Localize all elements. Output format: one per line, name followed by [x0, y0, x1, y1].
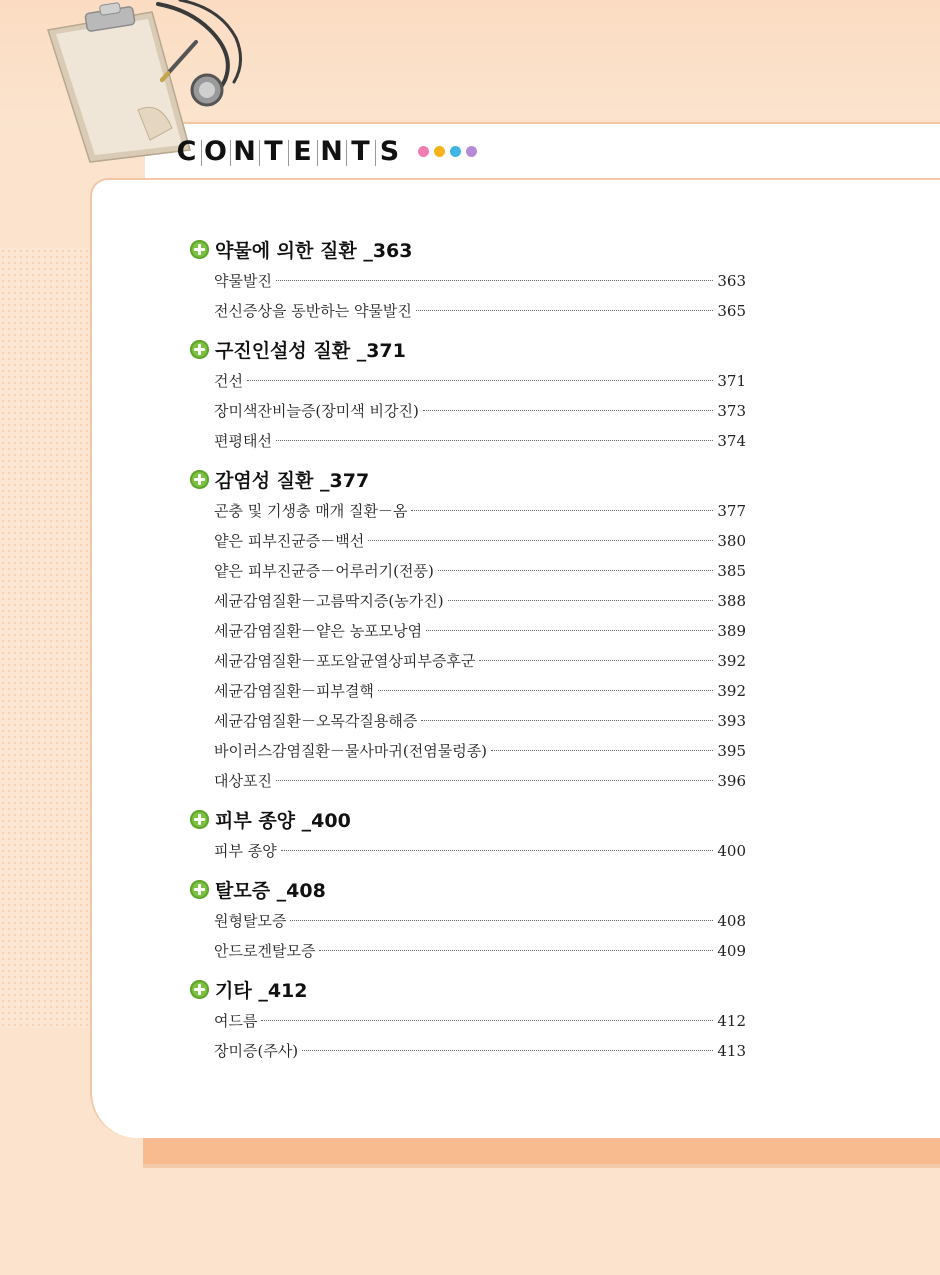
toc-entry[interactable]: [190, 296, 746, 326]
toc-entry[interactable]: [190, 396, 746, 426]
dot-icon: [418, 146, 429, 157]
section-heading-text: 구진인설성 질환 _371: [215, 339, 406, 362]
dot-icon: [450, 146, 461, 157]
entry-title: 건선: [214, 372, 243, 390]
entry-title: 편평태선: [214, 432, 272, 450]
entry-title: 얕은 피부진균증－백선: [214, 532, 365, 550]
entry-title: 대상포진: [214, 772, 272, 790]
title-letter: C: [172, 136, 201, 167]
section-heading-text: 감염성 질환 _377: [215, 469, 370, 492]
title-letter: T: [346, 136, 375, 167]
entry-title: 바이러스감염질환－물사마귀(전염물렁종): [214, 742, 488, 760]
title-letter: O: [201, 136, 230, 167]
contents-title: [172, 133, 477, 169]
entry-title: 장미색잔비늘증(장미색 비강진): [214, 402, 419, 420]
left-dot-pattern: [0, 248, 90, 1028]
dot-leader: [411, 510, 713, 511]
entry-title: 피부 종양: [214, 842, 277, 860]
dot-leader: [276, 280, 713, 281]
plus-circle-icon: [190, 240, 209, 259]
section-heading-text: 탈모증 _408: [215, 879, 326, 902]
entry-title: 얕은 피부진균증－어루러기(전풍): [214, 562, 434, 580]
plus-circle-icon: [190, 340, 209, 359]
toc-section: [190, 332, 746, 456]
page-number: 396: [717, 772, 746, 790]
section-heading-text: 약물에 의한 질환 _363: [215, 239, 413, 262]
page-number: 392: [717, 682, 746, 700]
section-heading[interactable]: [190, 802, 746, 836]
toc-entry[interactable]: [190, 1036, 746, 1066]
page-number: 413: [717, 1042, 746, 1060]
dot-leader: [378, 690, 713, 691]
page-number: 412: [717, 1012, 746, 1030]
plus-circle-icon: [190, 470, 209, 489]
dot-leader: [281, 850, 714, 851]
dot-icon: [466, 146, 477, 157]
dot-leader: [247, 380, 713, 381]
title-letter: T: [259, 136, 288, 167]
page-number: 393: [717, 712, 746, 730]
page-number: 395: [717, 742, 746, 760]
entry-title: 세균감염질환－오목각질용해증: [214, 712, 418, 730]
toc-section: [190, 872, 746, 966]
toc-entry[interactable]: [190, 906, 746, 936]
toc-entry[interactable]: [190, 526, 746, 556]
dot-leader: [319, 950, 713, 951]
page-number: 373: [717, 402, 746, 420]
toc-entry[interactable]: [190, 366, 746, 396]
toc-entry[interactable]: [190, 616, 746, 646]
dot-leader: [438, 570, 714, 571]
dot-leader: [491, 750, 713, 751]
entry-title: 세균감염질환－고름딱지증(농가진): [214, 592, 444, 610]
toc-entry[interactable]: [190, 936, 746, 966]
page-number: 365: [717, 302, 746, 320]
dot-leader: [368, 540, 713, 541]
page-number: 377: [717, 502, 746, 520]
toc-section: [190, 462, 746, 796]
toc-entry[interactable]: [190, 736, 746, 766]
page-number: 409: [717, 942, 746, 960]
toc-section: [190, 972, 746, 1066]
page-number: 371: [717, 372, 746, 390]
toc-section: [190, 802, 746, 866]
title-letter: E: [288, 136, 317, 167]
toc-entry[interactable]: [190, 556, 746, 586]
page-number: 400: [717, 842, 746, 860]
dot-leader: [416, 310, 713, 311]
section-heading-text: 피부 종양 _400: [215, 809, 351, 832]
plus-circle-icon: [190, 880, 209, 899]
dot-icon: [434, 146, 445, 157]
plus-circle-icon: [190, 980, 209, 999]
dot-leader: [261, 1020, 713, 1021]
entry-title: 여드름: [214, 1012, 258, 1030]
dot-leader: [302, 1050, 713, 1051]
entry-title: 전신증상을 동반하는 약물발진: [214, 302, 412, 320]
section-heading[interactable]: [190, 462, 746, 496]
entry-title: 세균감염질환－피부결핵: [214, 682, 374, 700]
page-number: 385: [717, 562, 746, 580]
toc-entry[interactable]: [190, 266, 746, 296]
page-number: 389: [717, 622, 746, 640]
dot-leader: [479, 660, 713, 661]
bottom-band-shadow: [143, 1164, 940, 1168]
plus-circle-icon: [190, 810, 209, 829]
bottom-accent-band: [143, 1138, 940, 1164]
toc-entry[interactable]: [190, 836, 746, 866]
entry-title: 곤충 및 기생충 매개 질환－옴: [214, 502, 408, 520]
dot-leader: [448, 600, 714, 601]
toc-entry[interactable]: [190, 586, 746, 616]
toc-entry[interactable]: [190, 426, 746, 456]
title-letter: S: [379, 135, 400, 167]
dot-leader: [421, 720, 713, 721]
dot-leader: [426, 630, 713, 631]
title-letter: N: [317, 136, 346, 167]
toc-section: [190, 232, 746, 326]
page-number: 380: [717, 532, 746, 550]
section-heading[interactable]: [190, 332, 746, 366]
entry-title: 세균감염질환－포도알균열상피부증후군: [214, 652, 476, 670]
toc-entry[interactable]: [190, 766, 746, 796]
entry-title: 장미증(주사): [214, 1042, 299, 1060]
section-heading[interactable]: [190, 972, 746, 1006]
page-number: 374: [717, 432, 746, 450]
dot-leader: [276, 440, 713, 441]
page-number: 392: [717, 652, 746, 670]
page-number: 388: [717, 592, 746, 610]
entry-title: 세균감염질환－얕은 농포모낭염: [214, 622, 423, 640]
toc-entry[interactable]: [190, 676, 746, 706]
section-heading[interactable]: [190, 872, 746, 906]
toc-entry[interactable]: [190, 1006, 746, 1036]
toc-entry[interactable]: [190, 496, 746, 526]
page-number: 363: [717, 272, 746, 290]
dot-leader: [276, 780, 713, 781]
page-number: 408: [717, 912, 746, 930]
section-heading[interactable]: [190, 232, 746, 266]
dot-leader: [290, 920, 713, 921]
title-letter: N: [230, 136, 259, 167]
toc-entry[interactable]: [190, 706, 746, 736]
entry-title: 안드로겐탈모증: [214, 942, 316, 960]
entry-title: 약물발진: [214, 272, 272, 290]
entry-title: 원형탈모증: [214, 912, 287, 930]
dot-leader: [423, 410, 714, 411]
decorative-dots: [418, 146, 477, 157]
table-of-contents: [190, 232, 746, 1072]
section-heading-text: 기타 _412: [215, 979, 308, 1002]
toc-entry[interactable]: [190, 646, 746, 676]
